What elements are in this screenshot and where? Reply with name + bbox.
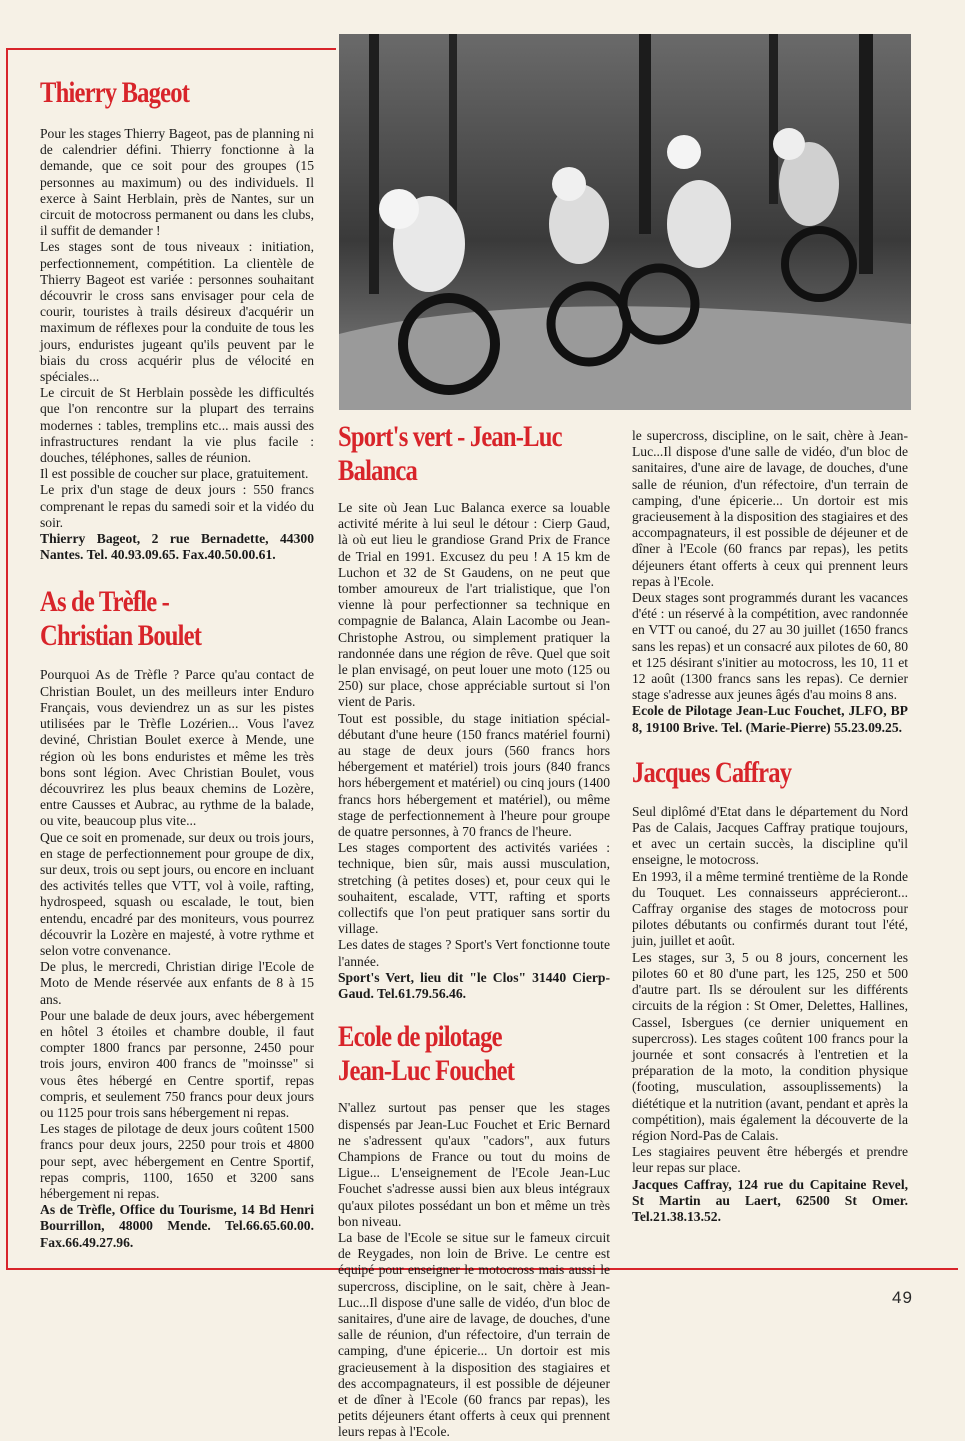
article-paragraph: Deux stages sont programmés durant les vacances d'été : un réservé à la compétition, avec randonnée en VTT ou canoé, du 27 au 30 juillet (1650 francs sans les repas) et un consacré aux pilotes de 60, 80 et 125 désirant s'initier au motocross, les 10, 11 et 12 août (1300 francs sans les repas). Ce dernier stage s'adresse aux jeunes âgés d'au moins 8 ans.	[632, 590, 908, 703]
column-middle	[338, 420, 610, 1440]
article-paragraph: Les stages de pilotage de deux jours coûtent 1500 francs pour deux jours, 2250 pour trois et 4800 pour sept, avec hébergement en Centre Sportif, repas compris, 1100, 1650 et 3200 sans hébergement ni repas.	[40, 1121, 314, 1201]
frame-top-rule	[6, 48, 336, 50]
contact-address-balanca: Sport's Vert, lieu dit "le Clos" 31440 Cierp-Gaud. Tel.61.79.56.46.	[338, 969, 610, 1002]
article-paragraph: Les stagiaires peuvent être hébergés et prendre leur repas sur place.	[632, 1144, 908, 1176]
contact-address-bageot: Thierry Bageot, 2 rue Bernadette, 44300 Nantes. Tel. 40.93.09.65. Fax.40.50.00.61.	[40, 531, 314, 563]
contact-address-caffray: Jacques Caffray, 124 rue du Capitaine Revel, St Martin au Laert, 62500 St Omer. Tel.21.38.13.52.	[632, 1176, 908, 1224]
article-paragraph: N'allez surtout pas penser que les stages dispensés par Jean-Luc Fouchet et Eric Bernard ne s'adressent qu'aux "cadors", aux futurs Champions de France ou tout du moins de Ligue... L'enseignement de l'Ecole Jean-Luc Fouchet s'adresse aussi bien aux bleus intégraux qu'aux pilotes possédant un bon et même un très bon niveau.	[338, 1100, 610, 1229]
article-title-balanca-line1: Sport's vert - Jean-Luc	[338, 420, 562, 453]
frame-left-rule	[6, 48, 8, 1270]
motocross-riders-photo	[339, 34, 911, 410]
article-title-bageot: Thierry Bageot	[40, 76, 190, 109]
article-paragraph: De plus, le mercredi, Christian dirige l'Ecole de Moto de Mende réservée aux enfants de 8 à 15 ans.	[40, 959, 314, 1007]
contact-address-boulet: As de Trèfle, Office du Tourisme, 14 Bd Henri Bourrillon, 48000 Mende. Tel.66.65.60.00. Fax.66.49.27.96.	[40, 1202, 314, 1250]
article-paragraph: Les stages sont de tous niveaux : initiation, perfectionnement, compétition. La clientèle de Thierry Bageot est variée : personnes souhaitant découvrir le cross sans envisager pour cela de courir, touristes à trails désireux d'acquérir un maximum de réflexes pour la conduite de tous les jours, enduristes jugeant qu'ils peuvent par le biais du cross acquérir plus de vélocité en spéciales...	[40, 239, 314, 385]
article-paragraph: Pour les stages Thierry Bageot, pas de planning ni de calendrier défini. Thierry fonctionne à la demande, que ce soit pour des groupes (15 personnes au maximum) ou des individuels. Il exerce à Saint Herblain, près de Nantes, sur un circuit de motocross permanent ou dans les clubs, il suffit de demander !	[40, 126, 314, 239]
article-paragraph: Le prix d'un stage de deux jours : 550 francs comprenant le repas du samedi soir et la vidéo du soir.	[40, 482, 314, 530]
column-right	[632, 428, 908, 1225]
article-title-boulet-line2: Christian Boulet	[40, 619, 202, 653]
article-paragraph: Les stages, sur 3, 5 ou 8 jours, concernent les pilotes 60 et 80 d'une part, les 125, 250 et 500 d'autre part. Ils se déroulent sur les différents circuits de la région : St Omer, Delettes, Hallines, Cassel, Isbergues (ce dernier uniquement en supercross). Les stages coûtent 100 francs pour la journée et sont consacrés à l'entretien et la préparation de la moto, la condition physique (footing, musculation, assouplissements) la diététique et la nutrition (avant, pendant et après la compétition), mais également la découverte de la région Nord-Pas de Calais.	[632, 949, 908, 1143]
article-paragraph: Pourquoi As de Trèfle ? Parce qu'au contact de Christian Boulet, un des meilleurs inter Enduro Français, vous deviendrez un as sur les pistes utilisées par le Trèfle Lozérien... Vous l'avez deviné, Christian Boulet exerce à Mende, une région où les bons enduristes et même les très bons sont légion. Avec Christian Boulet, vous découvrirez les plus beaux chemins de Lozère, entre Causses et Aubrac, au rythme de la balade, ou vite, beaucoup plus vite...	[40, 667, 314, 829]
article-title-fouchet-line2: Jean-Luc Fouchet	[338, 1054, 515, 1088]
article-paragraph: Tout est possible, du stage initiation spécial-débutant d'une heure (150 francs matériel fourni) au stage de deux jours (560 francs hors hébergement et matériel) trois jours (840 francs hors hébergement et matériel) ou cinq jours (1400 francs hors hébergement et matériel), ou même stage de perfectionnement à l'heure pour groupe de quatre personnes, à 70 francs de l'heure.	[338, 710, 610, 840]
contact-address-fouchet: Ecole de Pilotage Jean-Luc Fouchet, JLFO, BP 8, 19100 Brive. Tel. (Marie-Pierre) 55.23.09.25.	[632, 703, 908, 735]
article-paragraph: Les stages comportent des activités variées : technique, bien sûr, mais aussi musculation, stretching (à petites doses) et, pour ceux qui le souhaitent, escalade, VTT, rafting et sports collectifs que l'on peut pratiquer sans sortir du village.	[338, 840, 610, 937]
article-paragraph: Le site où Jean Luc Balanca exerce sa louable activité mérite à lui seul le détour : Cierp Gaud, là où eut lieu le grandiose Grand Prix de France de Trial en 1991. Excusez du peu ! A 15 km de Luchon et 32 de St Gaudens, on ne peut que tomber amoureux de l'art trialistique, que l'on vienne là pour perfectionner sa technique en compagnie de Balanca, Alain Lacombe ou Jean-Christophe Astrou, ou simplement pratiquer la randonnée dans une région de rêve. Quel que soit le plan envisagé, on peut louer une moto (125 ou 250) sur place, chose appréciable surtout si l'on vient de Paris.	[338, 500, 610, 710]
article-paragraph: Le circuit de St Herblain possède les difficultés que l'on rencontre sur la plupart des terrains modernes : tables, tremplins etc... mais aussi des infrastructures rendant la vie plus facile : douches, téléphones, salles de réunion.	[40, 385, 314, 466]
article-paragraph: Il est possible de coucher sur place, gratuitement.	[40, 466, 309, 482]
article-paragraph: La base de l'Ecole se situe sur le fameux circuit de Reygades, non loin de Brive. Le centre est équipé pour enseigner le motocross mais aussi le supercross, discipline, on le sait, chère à Jean-Luc...Il dispose d'une salle de vidéo, d'un bloc de sanitaires, d'une aire de lavage, de douches, d'une salle de réunion, d'un réfectoire, d'un terrain de camping, d'une épicerie... Un dortoir est mis gracieusement à la disposition des stagiaires et des accompagnateurs, il est possible de déjeuner et de dîner à l'Ecole (60 francs par repas), les petits déjeuners étant offerts à ceux qui prennent leurs repas à l'Ecole.	[338, 1229, 610, 1440]
article-paragraph: le supercross, discipline, on le sait, chère à Jean-Luc...Il dispose d'une salle de vidéo, d'un bloc de sanitaires, d'une aire de lavage, de douches, d'une salle de réunion, d'un réfectoire, d'un terrain de camping, d'une épicerie... Un dortoir est mis gracieusement à la disposition des stagiaires et des accompagnateurs, il est possible de déjeuner et de dîner à l'Ecole (60 francs par repas), les petits déjeuners étant offerts à ceux qui prennent leurs repas à l'Ecole.	[632, 428, 908, 589]
article-paragraph: En 1993, il a même terminé trentième de la Ronde du Touquet. Les connaisseurs apprécieront... Caffray organise des stages de motocross pour pilotes débutants ou confirmés durant tout l'été, juin, juillet et août.	[632, 868, 908, 949]
article-paragraph: Pour une balade de deux jours, avec hébergement en hôtel 3 étoiles et chambre double, il faut compter 1800 francs par personne, 2450 pour trois jours, environ 400 francs de "moinsse" si vous êtes hébergé en Centre sportif, repas compris, et seulement 750 francs pour deux jours ou 1125 pour trois sans hébergement ni repas.	[40, 1007, 314, 1120]
article-paragraph: Seul diplômé d'Etat dans le département du Nord Pas de Calais, Jacques Caffray pratique toujours, et avec un certain succès, la discipline qu'il enseigne, le motocross.	[632, 803, 908, 868]
article-title-caffray: Jacques Caffray	[632, 755, 792, 789]
article-title-balanca-line2: Balanca	[338, 454, 418, 487]
article-paragraph: Que ce soit en promenade, sur deux ou trois jours, en stage de perfectionnement pour groupe de dix, sur deux, trois ou sept jours, ou encore en incluant des activités telles que VTT, vol à voile, rafting, hydrospeed, squash ou escalade, le tout, bien entendu, encadré par des moniteurs, vous pourrez découvrir la Lozère en majesté, à votre rythme et selon votre convenance.	[40, 829, 314, 958]
page-number: 49	[892, 1288, 913, 1307]
article-title-fouchet-line1: Ecole de pilotage	[338, 1020, 502, 1054]
column-left	[40, 76, 314, 1251]
article-title-boulet-line1: As de Trèfle -	[40, 585, 170, 619]
article-paragraph: Les dates de stages ? Sport's Vert fonctionne toute l'année.	[338, 937, 610, 969]
